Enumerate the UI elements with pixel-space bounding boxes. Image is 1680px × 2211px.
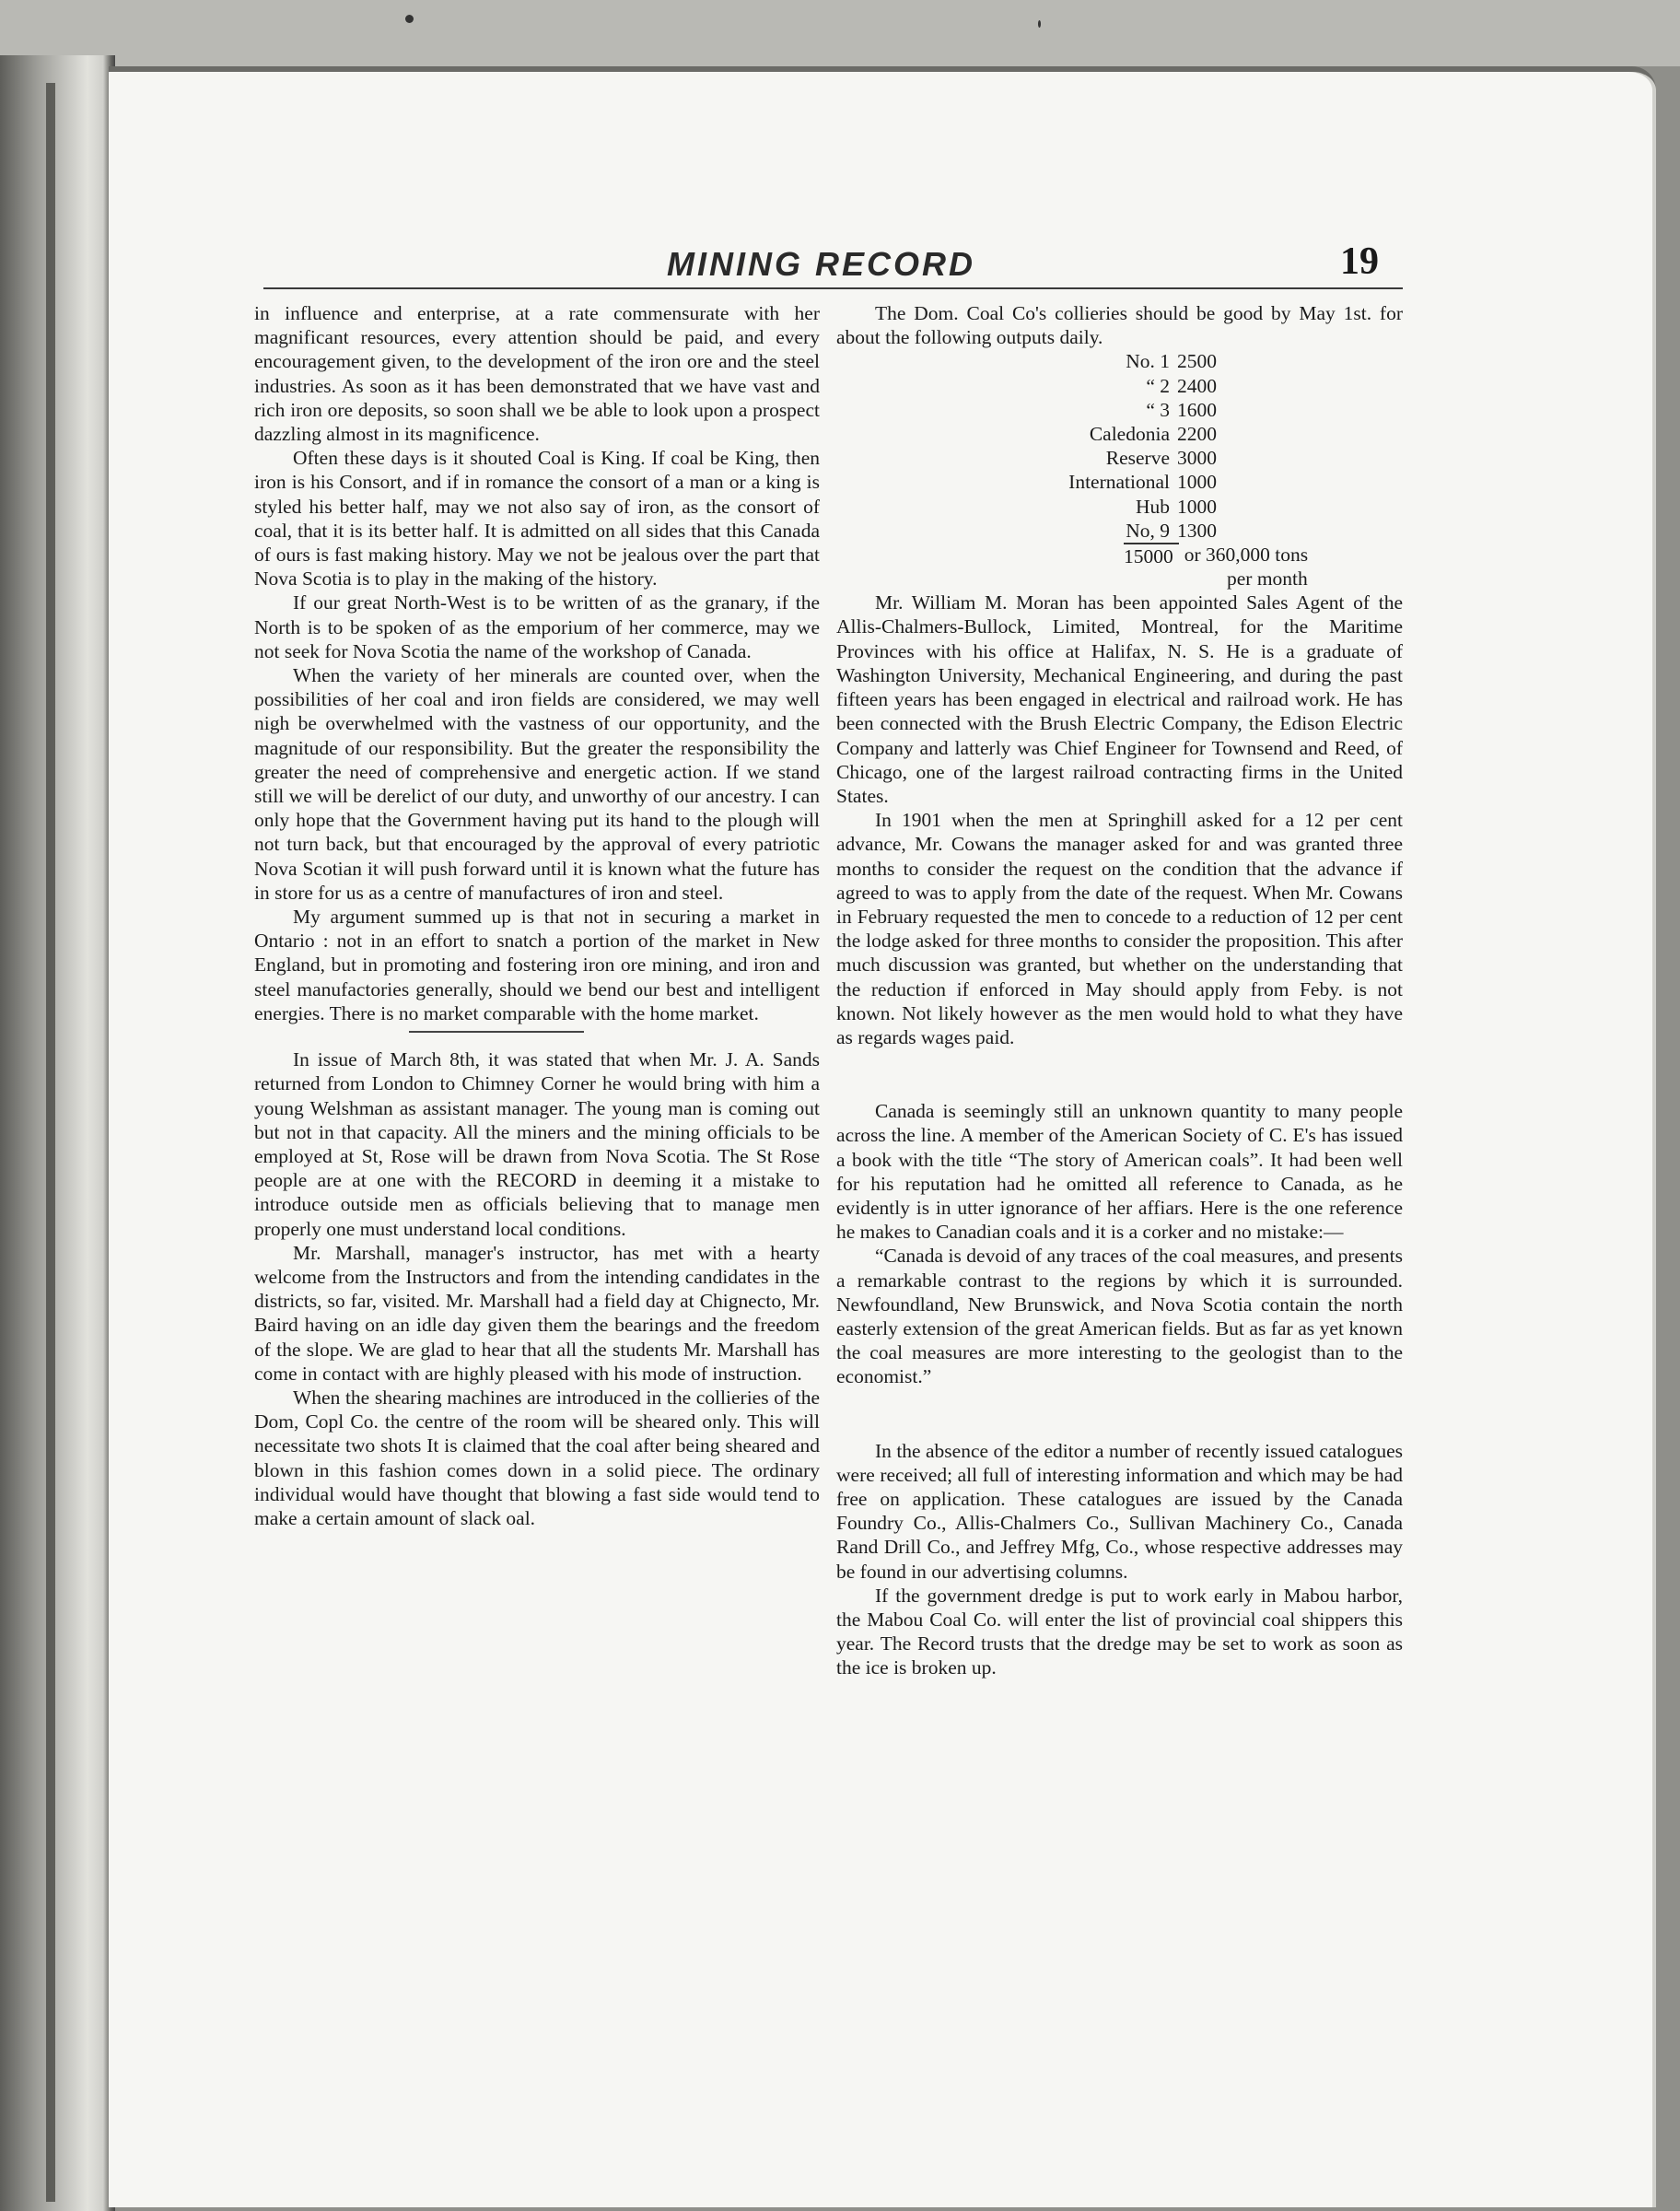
news-item: In the absence of the editor a number of recently issued catalogues were received; all full of interesting information and which may be had free on application. These catalogues are issued by the Canada Foundry Co., Allis-Chalmers Co., Sullivan Machinery Co., Canada Rand Drill Co., and Jeffrey Mfg, Co., whose respective addresses may be found in our advertising columns. — [836, 1439, 1403, 1583]
output-row — [836, 470, 1403, 494]
colliery-output-list — [836, 349, 1403, 591]
colliery-name: No, 9 — [1126, 519, 1170, 542]
colliery-output: 1300 — [1177, 519, 1217, 542]
news-item: In 1901 when the men at Springhill asked for a 12 per cent advance, Mr. Cowans the manager asked for and was granted three months to consider the request on the condition that the advance if agreed to was to apply from the date of the request. When Mr. Cowans in February requested the men to concede to a reduction of 12 per cent the lodge asked for three months to consider the proposition. This after much discussion was granted, but whether on the understanding that the reduction if enforced in May should apply from Feby. is not known. Not likely however as the men would hold to what they have as regards wages paid. — [836, 809, 1403, 1048]
colliery-name: “ 3 — [1146, 398, 1170, 421]
news-item: Mr. Marshall, manager's instructor, has met with a hearty welcome from the Instructors and from the intending candidates in the districts, so far, visited. Mr. Marshall had a field day at Chignecto, Mr. Baird having on an idle day given them the bearings and the freedom of the slope. We are glad to hear that all the students Mr. Marshall has come in contact with are highly pleased with his mode of instruction. — [254, 1241, 820, 1385]
article-paragraph: Often these days is it shouted Coal is King. If coal be King, then iron is his Consort, and if in romance the consort of a man or a king is styled his better half, may we not also say of iron, as the consort of coal, that it is its better half. It is admitted on all sides that this Canada of ours is fast making history. May we not be jealous over the part that Nova Scotia is to play in the making of the history. — [254, 447, 820, 591]
news-item: When the shearing machines are introduced in the collieries of the Dom, Copl Co. the centre of the room will be sheared only. This will necessitate two shots It is claimed that the coal after being sheared and blown in this fashion comes down in a solid piece. The ordinary individual would have thought that blowing a fast side would tend to make a certain amount of slack oal. — [254, 1386, 820, 1529]
colliery-output: 2400 — [1177, 374, 1217, 397]
book-spine — [0, 55, 115, 2211]
output-row — [836, 495, 1403, 519]
colliery-name: Reserve — [1105, 447, 1170, 470]
output-row — [836, 398, 1403, 422]
header-rule — [263, 287, 1403, 289]
article-paragraph: When the variety of her minerals are counted over, when the possibilities of her coal and iron fields are considered, we may well nigh be overwhelmed with the vastness of our opportunity, and the magnitude of our responsibility. But the greater the responsibility the greater the need of comprehensive and energetic action. If we stand still we will be derelict of our duty, and unworthy of our ancestry. I can only hope that the Government having put its hand to the plough will not turn back, but that encouraged by the approval of every patriotic Nova Scotian it will push forward until it is known what the future has in store for us as a centre of manufactures of iron and steel. — [254, 664, 820, 904]
news-item: In issue of March 8th, it was stated that when Mr. J. A. Sands returned from London to Chimney Corner he would bring with him a young Welshman as assistant manager. The young man is coming out but not in that capacity. All the miners and the mining officials to be employed at St, Rose will be drawn from Nova Scotia. The St Rose people are at one with the RECORD in deeming it a mistake to introduce outside men as officials believing that to manage men properly one must understand local conditions. — [254, 1048, 820, 1240]
output-total-note: or 360,000 tons — [1184, 543, 1309, 566]
colliery-name: International — [1068, 471, 1170, 494]
colliery-name: “ 2 — [1146, 374, 1170, 397]
outputs-intro: The Dom. Coal Co's collieries should be good by May 1st. for about the following outputs daily. — [836, 302, 1403, 349]
right-column — [836, 301, 1403, 1680]
colliery-output: 2500 — [1177, 350, 1217, 373]
output-total-period: per month — [1227, 567, 1308, 591]
column-spacer — [836, 1049, 1403, 1099]
output-row — [836, 422, 1403, 446]
article-paragraph: If our great North-West is to be written of as the granary, if the North is to be spoken of as the emporium of her commerce, may we not seek for Nova Scotia the name of the workshop of Canada. — [254, 591, 820, 662]
colliery-name: Caledonia — [1089, 422, 1170, 445]
news-item: Mr. William M. Moran has been appointed Sales Agent of the Allis-Chalmers-Bullock, Limited, Montreal, for the Maritime Provinces with his office at Halifax, N. S. He is a graduate of Washington University, Mechanical Engineering, and during the past fifteen years has been engaged in electrical and railroad work. He has been connected with the Brush Electric Company, the Edison Electric Company and latterly was Chief Engineer for Townsend and Reed, of Chicago, one of the largest railroad contracting firms in the United States. — [836, 591, 1403, 807]
colliery-output: 1600 — [1177, 398, 1217, 421]
page-header — [263, 240, 1403, 289]
news-item: If the government dredge is put to work early in Mabou harbor, the Mabou Coal Co. will enter the list of provincial coal shippers this year. The Record trusts that the dredge may be set to work as soon as the ice is broken up. — [836, 1584, 1403, 1679]
colliery-output: 1000 — [1177, 471, 1217, 494]
left-column — [254, 301, 820, 1530]
article-paragraph: in influence and enterprise, at a rate commensurate with her magnificant resources, every attention should be paid, and every encouragement given, to the development of the iron ore and the steel industries. As soon as it has been demonstrated that we have vast and rich iron ore deposits, so soon shall we be able to look upon a prospect dazzling almost in its magnificence. — [254, 302, 820, 446]
output-total-row — [836, 543, 1403, 567]
page-number: 19 — [1340, 240, 1379, 283]
column-spacer — [836, 1389, 1403, 1439]
scan-speck — [1038, 20, 1041, 28]
quotation: “Canada is devoid of any traces of the coal measures, and presents a remarkable contrast to the regions by which it is surrounded. Newfoundland, New Brunswick, and Nova Scotia contain the north easterly extension of the great American fields. But as far as yet known the coal measures are more interesting to the geologist than to the economist.” — [836, 1245, 1403, 1388]
output-row — [836, 374, 1403, 398]
output-row — [836, 349, 1403, 373]
colliery-name: No. 1 — [1126, 350, 1170, 373]
scan-speck — [405, 15, 414, 23]
colliery-output: 1000 — [1177, 495, 1217, 518]
news-item: Canada is seemingly still an unknown quantity to many people across the line. A member of the American Society of C. E's has issued a book with the title “The story of American coals”. It had been well for his reputation had he omitted all reference to Canada, as he evidently is in utter ignorance of her affiars. Here is the one reference he makes to Canadian coals and it is a corker and no mistake:— — [836, 1100, 1403, 1244]
colliery-name: Hub — [1135, 495, 1170, 518]
output-total: 15000 — [1124, 543, 1179, 567]
output-row — [836, 519, 1403, 543]
output-row — [836, 446, 1403, 470]
publication-title: MINING RECORD — [667, 245, 975, 283]
colliery-output: 3000 — [1177, 447, 1217, 470]
article-paragraph: My argument summed up is that not in securing a market in Ontario : not in an effort to snatch a portion of the market in New England, but in promoting and fostering iron ore mining, and iron and steel manufactories generally, should we bend our best and intelligent energies. There is no market comparable with the home market. — [254, 906, 820, 1024]
colliery-output: 2200 — [1177, 422, 1217, 445]
spine-edge — [46, 83, 55, 2202]
section-divider — [409, 1031, 584, 1033]
scan-background-top — [0, 0, 1680, 66]
